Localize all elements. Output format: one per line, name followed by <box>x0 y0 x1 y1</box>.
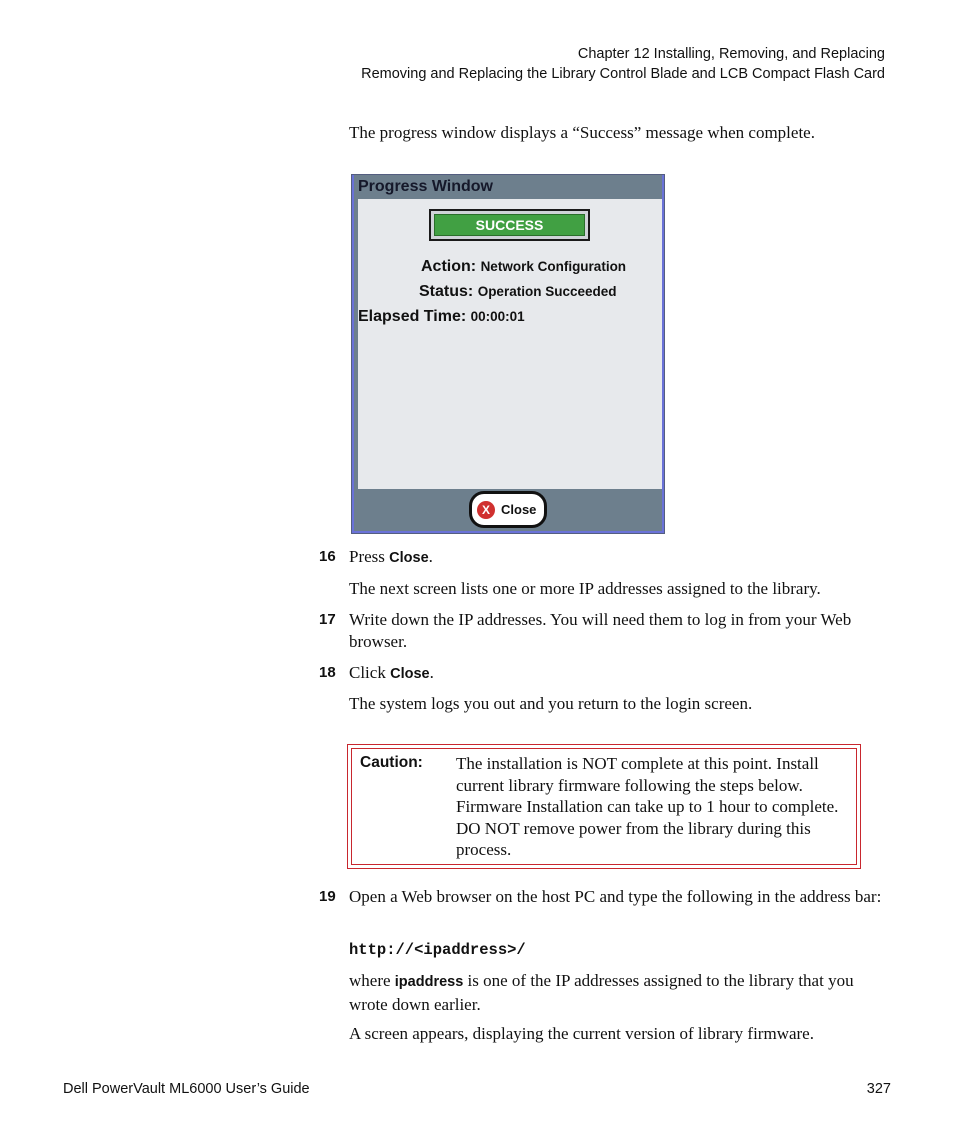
step-number: 19 <box>319 888 336 905</box>
step-number: 18 <box>319 664 336 681</box>
ui-reference: ipaddress <box>394 974 464 990</box>
step-18-note: The system logs you out and you return to the login screen. <box>349 694 753 713</box>
close-icon: X <box>477 501 495 519</box>
ui-reference: Close <box>389 550 429 566</box>
action-label: Action: <box>421 258 477 275</box>
action-value: Network Configuration <box>480 259 627 274</box>
caution-label: Caution: <box>360 754 423 771</box>
progress-window-content <box>358 199 663 489</box>
status-value: Operation Succeeded <box>477 284 617 299</box>
step-19-where: where ipaddress is one of the IP addresses assigned to the library that you wrote down earlier. <box>349 971 854 1014</box>
elapsed-time-label: Elapsed Time: <box>358 308 467 325</box>
running-header <box>361 44 885 84</box>
step-16-note: The next screen lists one or more IP addresses assigned to the library. <box>349 579 821 598</box>
section-title: Removing and Replacing the Library Control Blade and LCB Compact Flash Card <box>361 66 885 82</box>
chapter-title: Chapter 12 Installing, Removing, and Replacing <box>577 46 885 62</box>
elapsed-time-row <box>358 308 525 326</box>
status-row <box>419 283 616 301</box>
caution-text: The installation is NOT complete at this point. Install current library firmware following the steps below. Firmware Installation can take up to 1 hour to complete. DO NOT remove power from the library during this process. <box>456 754 839 859</box>
close-button-label: Close <box>501 502 537 517</box>
footer-guide-title: Dell PowerVault ML6000 User’s Guide <box>63 1081 310 1097</box>
url-code: http://<ipaddress>/ <box>349 941 526 959</box>
step-17-text: Write down the IP addresses. You will need them to log in from your Web browser. <box>349 610 852 651</box>
ui-reference: Close <box>390 666 430 682</box>
close-button[interactable] <box>469 491 547 528</box>
step-number: 17 <box>319 611 336 628</box>
intro-paragraph: The progress window displays a “Success” message when complete. <box>349 123 815 142</box>
action-row <box>421 258 626 276</box>
page-number: 327 <box>866 1081 891 1097</box>
progress-window-title: Progress Window <box>358 178 493 195</box>
elapsed-time-value: 00:00:01 <box>470 309 525 324</box>
success-status-badge <box>429 209 590 241</box>
status-label: Status: <box>419 283 474 300</box>
step-18-text: Click Close. <box>349 663 434 682</box>
step-19-final: A screen appears, displaying the current version of library firmware. <box>349 1024 814 1043</box>
step-number: 16 <box>319 548 336 565</box>
success-badge-label: SUCCESS <box>434 214 585 236</box>
step-19-text: Open a Web browser on the host PC and type the following in the address bar: <box>349 887 882 906</box>
step-16-text: Press Close. <box>349 547 433 566</box>
